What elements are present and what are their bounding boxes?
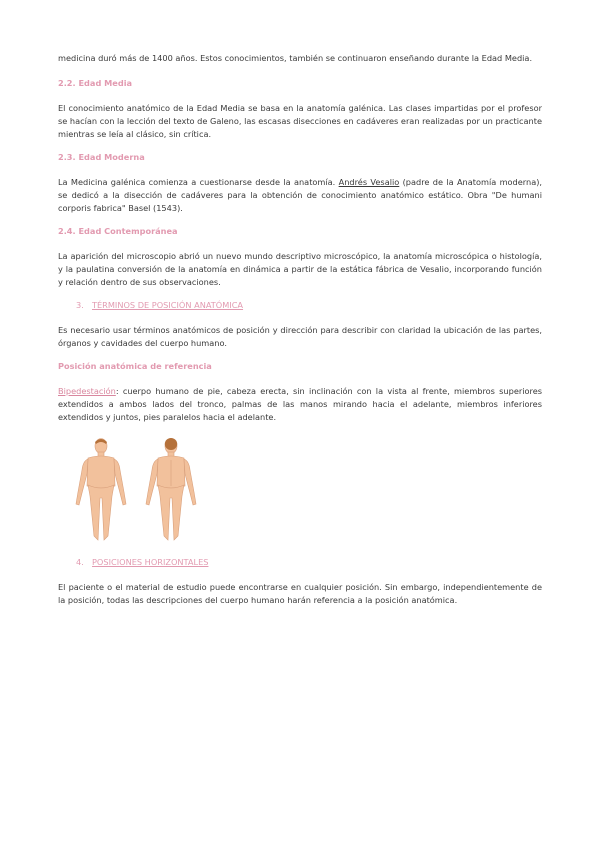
document-page xyxy=(58,52,542,607)
anatomical-figure xyxy=(58,436,542,544)
moderna-text-post: (padre de la Anatomía moderna), se dedicó a la disección de cadáveres para la obtención de conocimiento anatómico estático. Obra "De humani corporis fabrica" Basel (1543). xyxy=(58,177,543,213)
section-4-title[interactable]: POSICIONES HORIZONTALES xyxy=(92,557,209,567)
paragraph-edad-contemporanea: La aparición del microscopio abrió un nuevo mundo descriptivo microscópico, la anatomía microscópica o histología, y la paulatina conversión de la anatomía en dinámica a partir de la estática fábrica de Vesalio, incorporando función y relación dentro de sus observaciones. xyxy=(58,251,542,287)
anatomical-front-view-icon xyxy=(68,436,134,544)
paragraph-edad-moderna xyxy=(58,176,542,215)
intro-paragraph: medicina duró más de 1400 años. Estos conocimientos, también se continuaron enseñando durante la Edad Media. xyxy=(58,53,533,63)
section-3-heading xyxy=(58,299,542,312)
paragraph-terminos: Es necesario usar términos anatómicos de posición y dirección para describir con claridad la ubicación de las partes, órganos y cavidades del cuerpo humano. xyxy=(58,325,542,348)
heading-edad-moderna: 2.3. Edad Moderna xyxy=(58,152,145,162)
bipedestacion-text: : cuerpo humano de pie, cabeza erecta, sin inclinación con la vista al frente, miembros superiores extendidos a ambos lados del tronco, palmas de las manos mirando hacia el adelante, miembros inferiores extendidos y juntos, pies paralelos hacia el adelante. xyxy=(58,386,542,422)
section-4-heading xyxy=(58,556,542,569)
paragraph-horizontales: El paciente o el material de estudio puede encontrarse en cualquier posición. Sin embargo, independientemente de la posición, todas las descripciones del cuerpo humano harán referencia a la posición anatómica. xyxy=(58,582,542,605)
heading-edad-media: 2.2. Edad Media xyxy=(58,78,133,88)
section-3-title[interactable]: TÉRMINOS DE POSICIÓN ANATÓMICA xyxy=(92,300,244,310)
anatomical-back-view-icon xyxy=(138,436,204,544)
section-3-number: 3. xyxy=(76,300,84,310)
moderna-text-pre: La Medicina galénica comienza a cuestionarse desde la anatomía. xyxy=(58,177,339,187)
section-4-number: 4. xyxy=(76,557,84,567)
heading-posicion-anatomica: Posición anatómica de referencia xyxy=(58,361,212,371)
heading-edad-contemporanea: 2.4. Edad Contemporánea xyxy=(58,226,178,236)
bipedestacion-term[interactable]: Bipedestación xyxy=(58,386,116,396)
vesalio-link[interactable]: Andrés Vesalio xyxy=(338,177,400,187)
paragraph-edad-media: El conocimiento anatómico de la Edad Media se basa en la anatomía galénica. Las clases impartidas por el profesor se hacían con la lección del texto de Galeno, las escasas disecciones en cadáveres eran realizadas por un practicante mientras se leía al clásico, sin crítica. xyxy=(58,103,542,139)
paragraph-bipedestacion xyxy=(58,385,542,424)
